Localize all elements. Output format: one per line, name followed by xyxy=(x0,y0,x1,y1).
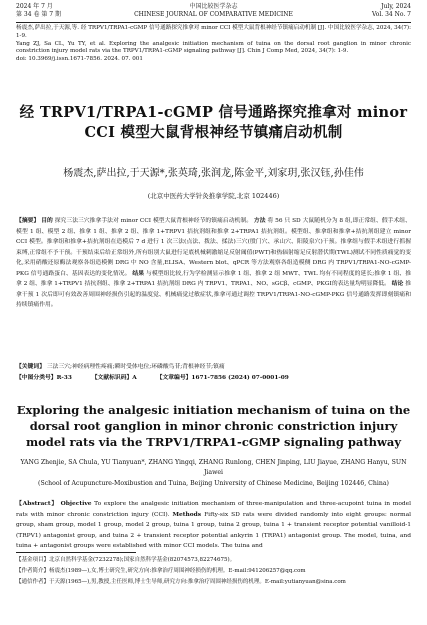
abstract-cn xyxy=(16,216,411,311)
objective-text-en: To explore the analgesic initiation mechanism of three-manipulation and three-acupoint tuina in model rats with minor chronic constriction injury (CCI). xyxy=(16,501,412,518)
classification-row xyxy=(16,373,411,383)
results-label-cn: 结果 xyxy=(132,270,145,277)
results-text-cn: 与模型组比较,行为学检测显示推拿 1 组、推拿 2 组 MWT、TWL 均有不同程度的延长;推拿 1 组、推拿 2 组、推拿 1+TRPV1 拮抗剂组、推拿 2+TRPA1 拮抗剂组 DRG 内 TRPV1、TRPA1、NO、sGCβ、cGMP、PKGⅠ的表达量均明显降低。 xyxy=(16,270,411,287)
abstract-en xyxy=(16,499,412,550)
objective-label-cn: 目的 xyxy=(41,218,53,224)
paper-title-cn: 经 TRPV1/TRPA1-cGMP 信号通路探究推拿对 minor CCI 模型大鼠背根神经节镇痛启动机制 xyxy=(19,104,408,141)
document-code: 【文献标识码】A xyxy=(91,375,137,381)
header-right xyxy=(372,3,411,19)
citation-block xyxy=(16,25,411,64)
header-divider xyxy=(16,22,411,23)
journal-name-en: CHINESE JOURNAL OF COMPARATIVE MEDICINE xyxy=(134,11,293,18)
footnote-corresponding: 【通信作者】于天源(1965—),男,教授,主任医师,博士生导师,研究方向:推拿治疗周围神经损伤的机理。E-mail:yutianyuan@sina.com xyxy=(16,579,346,585)
abstract-cn-label: 【摘要】 xyxy=(16,218,40,224)
clc-number: 【中图分类号】R-33 xyxy=(16,375,72,381)
affiliation-en: (School of Acupuncture-Moxibustion and Tuina, Beijing University of Chinese Medicine, Beijing 102446, China) xyxy=(38,480,389,487)
methods-label-en: Methods xyxy=(172,510,202,518)
conclusion-label-cn: 结论 xyxy=(391,281,404,287)
footnote-fund: 【基金项目】北京自然科学基金(7232278);国家自然科学基金(82074573,82274675)。 xyxy=(16,557,236,563)
header-date: 2024 年 7 月 xyxy=(16,3,53,10)
abstract-en-label: 【Abstract】 xyxy=(16,500,59,507)
objective-label-en: Objective xyxy=(60,500,92,507)
article-number: 【文章编号】1671-7856 (2024) 07-0001-09 xyxy=(156,375,289,381)
citation-en: Yang ZJ, Sa CL, Yu TY, et al. Exploring the analgesic initiation mechanism of tuina on the dorsal root ganglion in minor chronic constriction injury model rats via the TRPV1/TRPA1-cGMP signaling pathway [J]. Chin J Comp Med, 2024, 34(7): 1-9. xyxy=(16,40,411,55)
citation-cn: 杨震杰,萨出拉,于天源,等. 经 TRPV1/TRPA1-cGMP 信号通路探究推拿对 minor CCI 模型大鼠背根神经节镇痛启动机制 [J]. 中国比较医学杂志, 2024, 34(7): 1-9. xyxy=(16,25,411,39)
authors-cn: 杨震杰,萨出拉,于天源*,张英琦,张润龙,陈金平,刘家玥,张汉钰,孙佳伟 xyxy=(63,168,364,179)
keywords-text-cn: 三法三穴;神经病理性疼痛;瞬时受体电位;环磷酸鸟苷;背根神经节;镇痛 xyxy=(46,364,225,370)
footnote-author: 【作者简介】杨震杰(1989—),女,博士研究生,研究方向:推拿治疗周围神经损伤的机理。E-mail:941206257@qq.com xyxy=(16,568,306,574)
conclusion-text-cn: 推拿干预 1 次后即可有效改善周围神经损伤引起的温度觉、机械痛觉过敏症状,推拿可通过调控 TRPV1/TRPA1-NO-cGMP-PKG 信号通路发挥即刻镇痛和持续镇痛作用。 xyxy=(16,281,411,308)
paper-title-en: Exploring the analgesic initiation mechanism of tuina on the dorsal root ganglion in minor chronic constriction injury model rats via the TRPV1/TRPA1-cGMP signaling pathway xyxy=(16,403,411,449)
footnote-divider xyxy=(16,552,136,553)
footnotes xyxy=(16,555,411,588)
methods-label-cn: 方法 xyxy=(253,218,266,224)
methods-text-en: Fifty-six SD rats were divided randomly into eight groups: normal group, sham group, model 1 group, model 2 group, tuina 1 group, tuina 2 group, tuina 1 + transient receptor potential vanilloid-1 (TRPV1) antagonist group, and tuina 2 + transient receptor potential ankyrin 1 (TRPA1) antagonist group. The model, tuina, and tuina + antagonist groups were established with minor CCI models. The tuina and xyxy=(16,511,411,550)
header-date-en: July, 2024 xyxy=(381,3,411,10)
methods-text-cn: 将 56 只 SD 大鼠随机分为 8 组,即正常组、假手术组、模型 1 组、模型 2 组、推拿 1 组、推拿 2 组、推拿 1+TRPV1 拮抗剂组和推拿 2+TRPA1 拮抗剂组。模型组、推拿组和推拿+拮抗剂组建立 minor CCI 模型。推拿组和推拿+拮抗剂组在造模后 7 d 进行 1 次三法(点法、拨法、揉法)三穴(殷门穴、承山穴、阳陵泉穴)干预。推拿组与假手术组进行抓握束缚,正常组不予干预。干预结束后给正常组外,所有组别大鼠进行足底机械刺激缩足反射阈值(PWT)和热辐射缩足反射潜伏期(TWL)测试不同性质痛觉的变化,采用硝酸还原酶法观察各组造模侧 DRG 中 NO 含量,ELISA、Western blot、qPCR 等方法观察各组造模侧 DRG 内 TRPV1/TRPA1-NO-cGMP-PKG 信号通路蛋白、基因表达的变化情况。 xyxy=(16,218,411,277)
authors-en: YANG Zhenjie, SA Chula, YU Tianyuan*, ZHANG Yingqi, ZHANG Runlong, CHEN Jinping, LIU Jiayue, ZHANG Hanyu, SUN Jiawei xyxy=(20,459,407,476)
objective-text-cn: 探究三法三穴推拿手法对 minor CCI 模型大鼠背根神经节的镇痛启动机制。 xyxy=(54,218,253,224)
keywords-cn xyxy=(16,362,411,372)
journal-name-cn: 中国比较医学杂志 xyxy=(189,3,238,10)
header-volume-en: Vol. 34 No. 7 xyxy=(371,11,411,18)
keywords-label-cn: 【关键词】 xyxy=(16,364,45,370)
running-header xyxy=(16,3,411,23)
affiliation-cn: (北京中医药大学针灸推拿学院,北京 102446) xyxy=(147,192,280,200)
header-center xyxy=(16,3,411,19)
header-volume: 第 34 卷 第 7 期 xyxy=(16,11,61,18)
citation-doi: doi: 10.3969/j.issn.1671-7856. 2024. 07. 001 xyxy=(16,56,143,63)
